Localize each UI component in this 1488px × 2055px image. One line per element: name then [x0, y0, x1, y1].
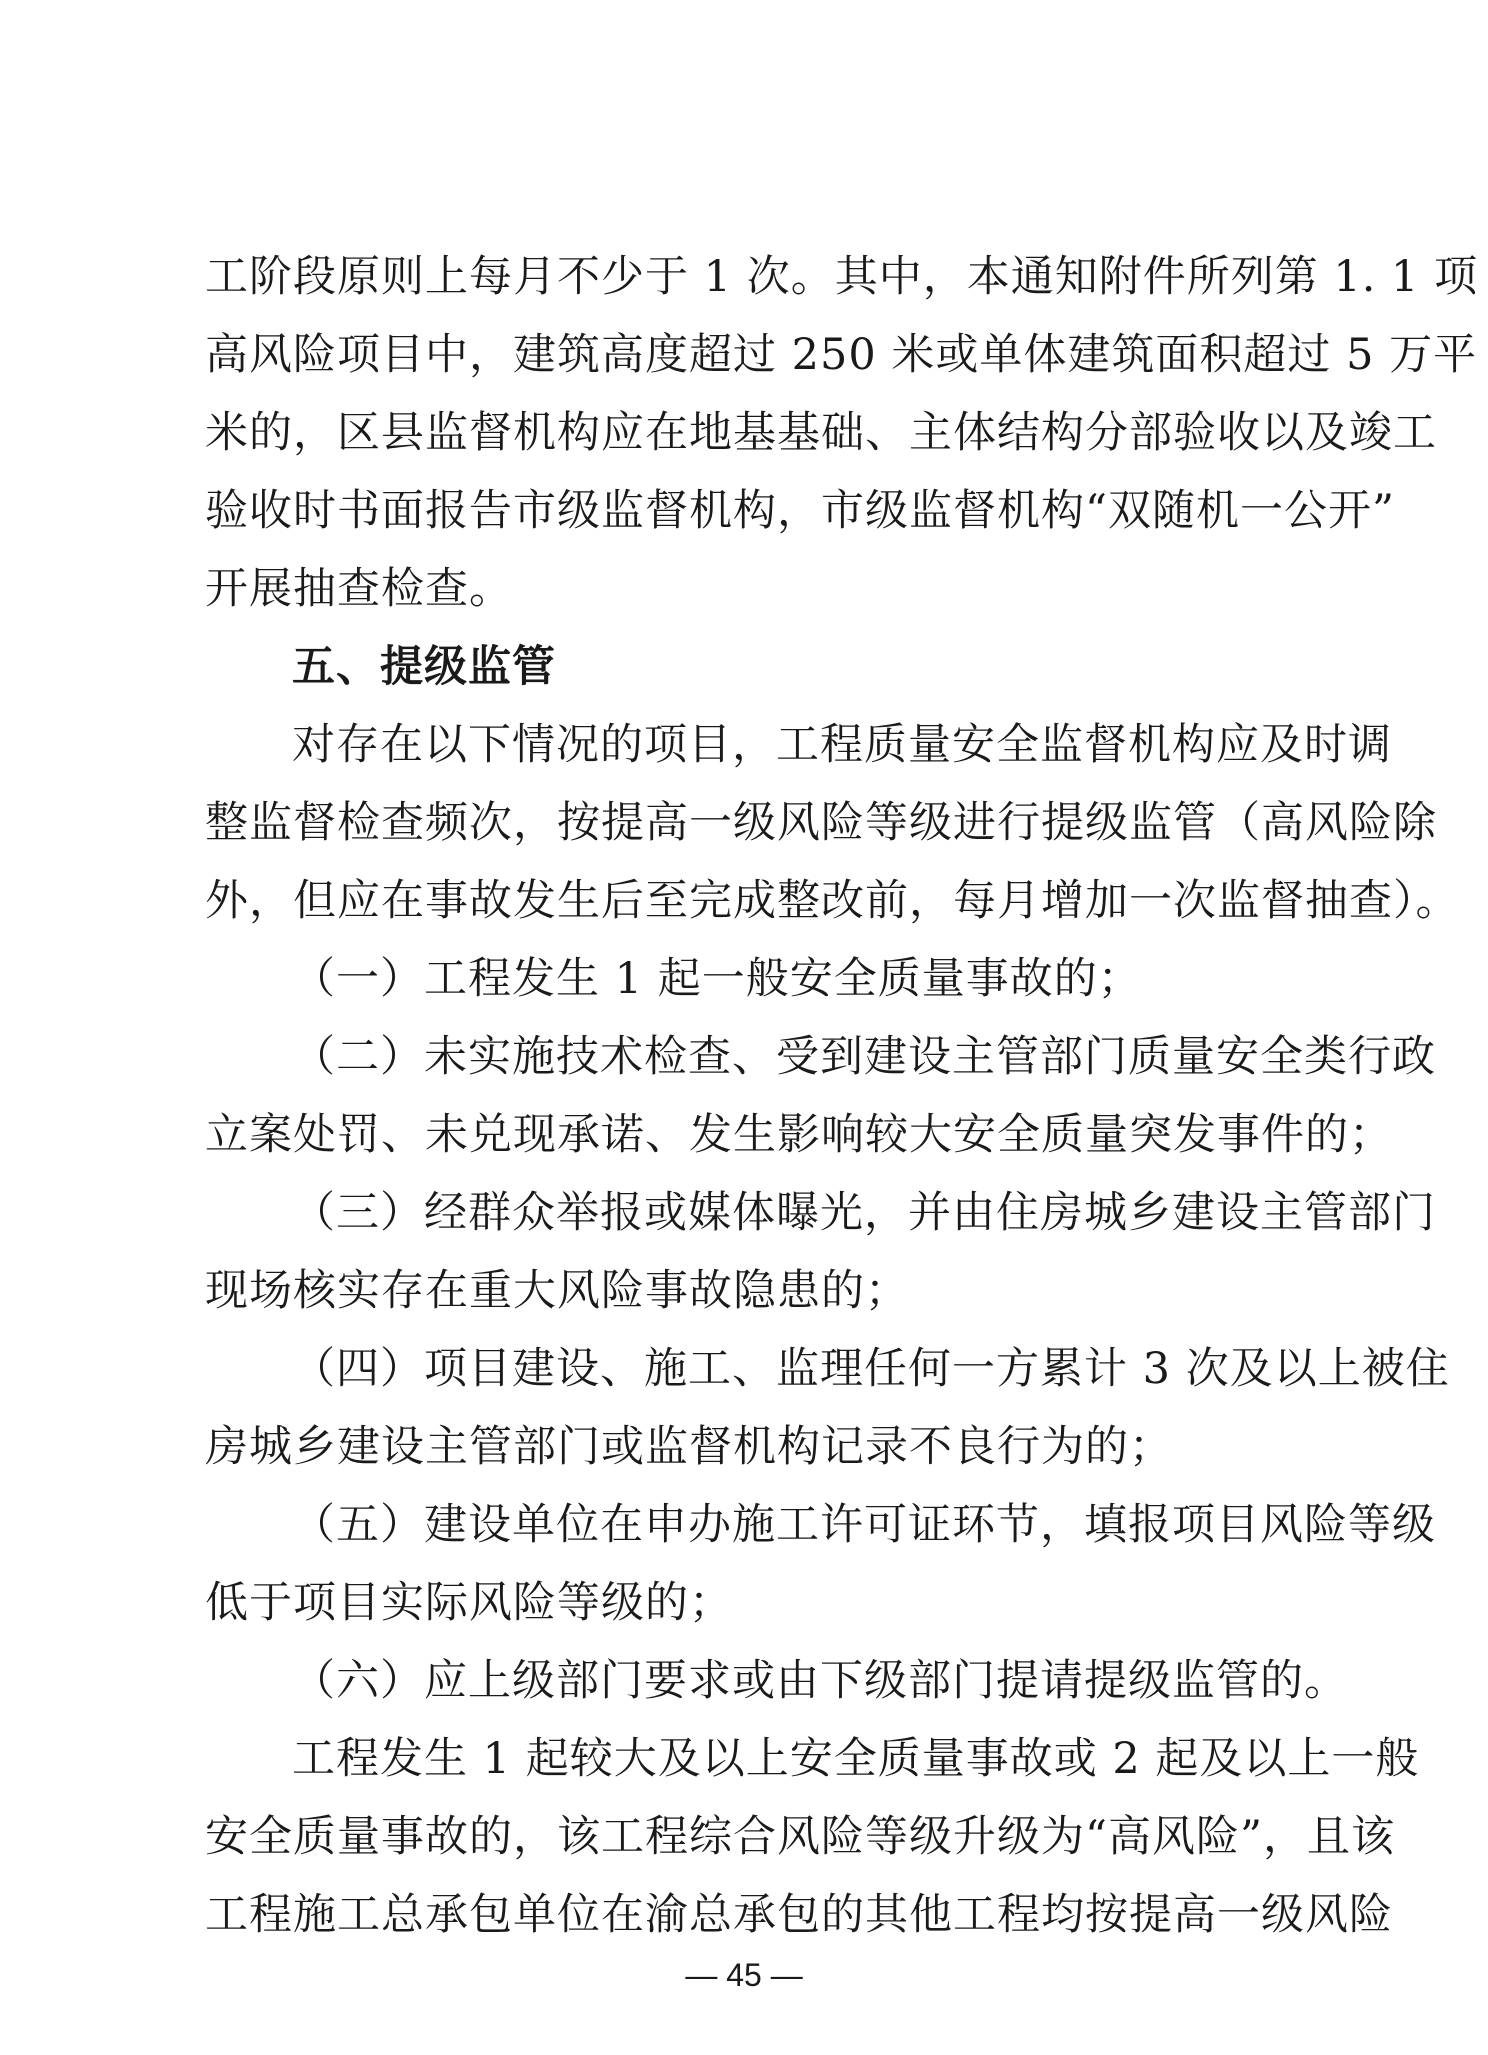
paragraph-line: 米的，区县监督机构应在地基基础、主体结构分部验收以及竣工 — [205, 408, 1437, 458]
paragraph-line: 工阶段原则上每月不少于 1 次。其中，本通知附件所列第 1. 1 项 — [205, 252, 1479, 302]
list-item: （五）建设单位在申办施工许可证环节，填报项目风险等级 — [292, 1500, 1436, 1550]
paragraph-line: 外，但应在事故发生后至完成整改前，每月增加一次监督抽查）。 — [205, 876, 1460, 926]
list-item: （三）经群众举报或媒体曝光，并由住房城乡建设主管部门 — [292, 1188, 1436, 1238]
paragraph-line: 整监督检查频次，按提高一级风险等级进行提级监管（高风险除 — [205, 798, 1437, 848]
paragraph-line: 高风险项目中，建筑高度超过 250 米或单体建筑面积超过 5 万平 — [205, 330, 1478, 380]
list-item: （二）未实施技术检查、受到建设主管部门质量安全类行政 — [292, 1032, 1436, 1082]
paragraph-line: 对存在以下情况的项目，工程质量安全监督机构应及时调 — [292, 720, 1392, 770]
list-item-continuation: 现场核实存在重大风险事故隐患的； — [205, 1266, 909, 1316]
page-number: — 45 — — [685, 1957, 803, 1993]
paragraph-line: 开展抽查检查。 — [205, 564, 513, 614]
paragraph-line: 安全质量事故的，该工程综合风险等级升级为“高风险”，且该 — [205, 1812, 1395, 1862]
paragraph-line: 验收时书面报告市级监督机构，市级监督机构“双随机一公开” — [205, 486, 1395, 536]
list-item: （一）工程发生 1 起一般安全质量事故的； — [292, 954, 1142, 1004]
list-item-continuation: 立案处罚、未兑现承诺、发生影响较大安全质量突发事件的； — [205, 1110, 1393, 1160]
list-item-continuation: 低于项目实际风险等级的； — [205, 1578, 733, 1628]
section-heading: 五、提级监管 — [292, 642, 556, 692]
paragraph-line: 工程施工总承包单位在渝总承包的其他工程均按提高一级风险 — [205, 1890, 1393, 1940]
paragraph-line: 工程发生 1 起较大及以上安全质量事故或 2 起及以上一般 — [292, 1734, 1420, 1784]
list-item: （六）应上级部门要求或由下级部门提请提级监管的。 — [292, 1656, 1348, 1706]
list-item: （四）项目建设、施工、监理任何一方累计 3 次及以上被住 — [292, 1344, 1450, 1394]
list-item-continuation: 房城乡建设主管部门或监督机构记录不良行为的； — [205, 1422, 1173, 1472]
